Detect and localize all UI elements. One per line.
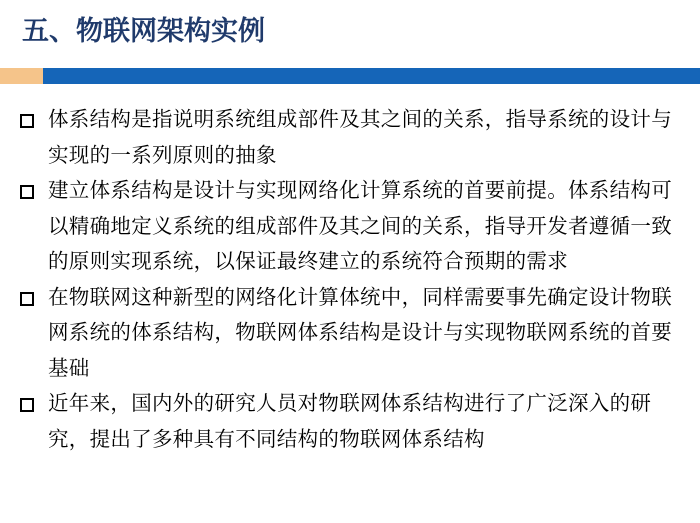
bullet-list	[18, 102, 683, 457]
square-bullet-icon	[20, 398, 34, 412]
bullet-item	[18, 280, 683, 387]
bullet-text: 建立体系结构是设计与实现网络化计算系统的首要前提。体系结构可以精确地定义系统的组成部件及其之间的关系，指导开发者遵循一致的原则实现系统，以保证最终建立的系统符合预期的需求	[48, 178, 672, 273]
bullet-text: 近年来，国内外的研究人员对物联网体系结构进行了广泛深入的研究，提出了多种具有不同结构的物联网体系结构	[48, 391, 652, 451]
square-bullet-icon	[20, 185, 34, 199]
title-underline-bar	[0, 68, 700, 84]
bullet-text: 体系结构是指说明系统组成部件及其之间的关系，指导系统的设计与实现的一系列原则的抽象	[48, 107, 672, 167]
bullet-item	[18, 173, 683, 280]
bullet-item	[18, 386, 683, 457]
square-bullet-icon	[20, 114, 34, 128]
bullet-item	[18, 102, 683, 173]
bullet-text: 在物联网这种新型的网络化计算体统中，同样需要事先确定设计物联网系统的体系结构，物联网体系结构是设计与实现物联网系统的首要基础	[48, 284, 672, 380]
title-bar-main	[43, 68, 700, 84]
square-bullet-icon	[20, 292, 34, 306]
title-bar-accent	[0, 68, 43, 84]
slide-title: 五、物联网架构实例	[22, 16, 265, 47]
